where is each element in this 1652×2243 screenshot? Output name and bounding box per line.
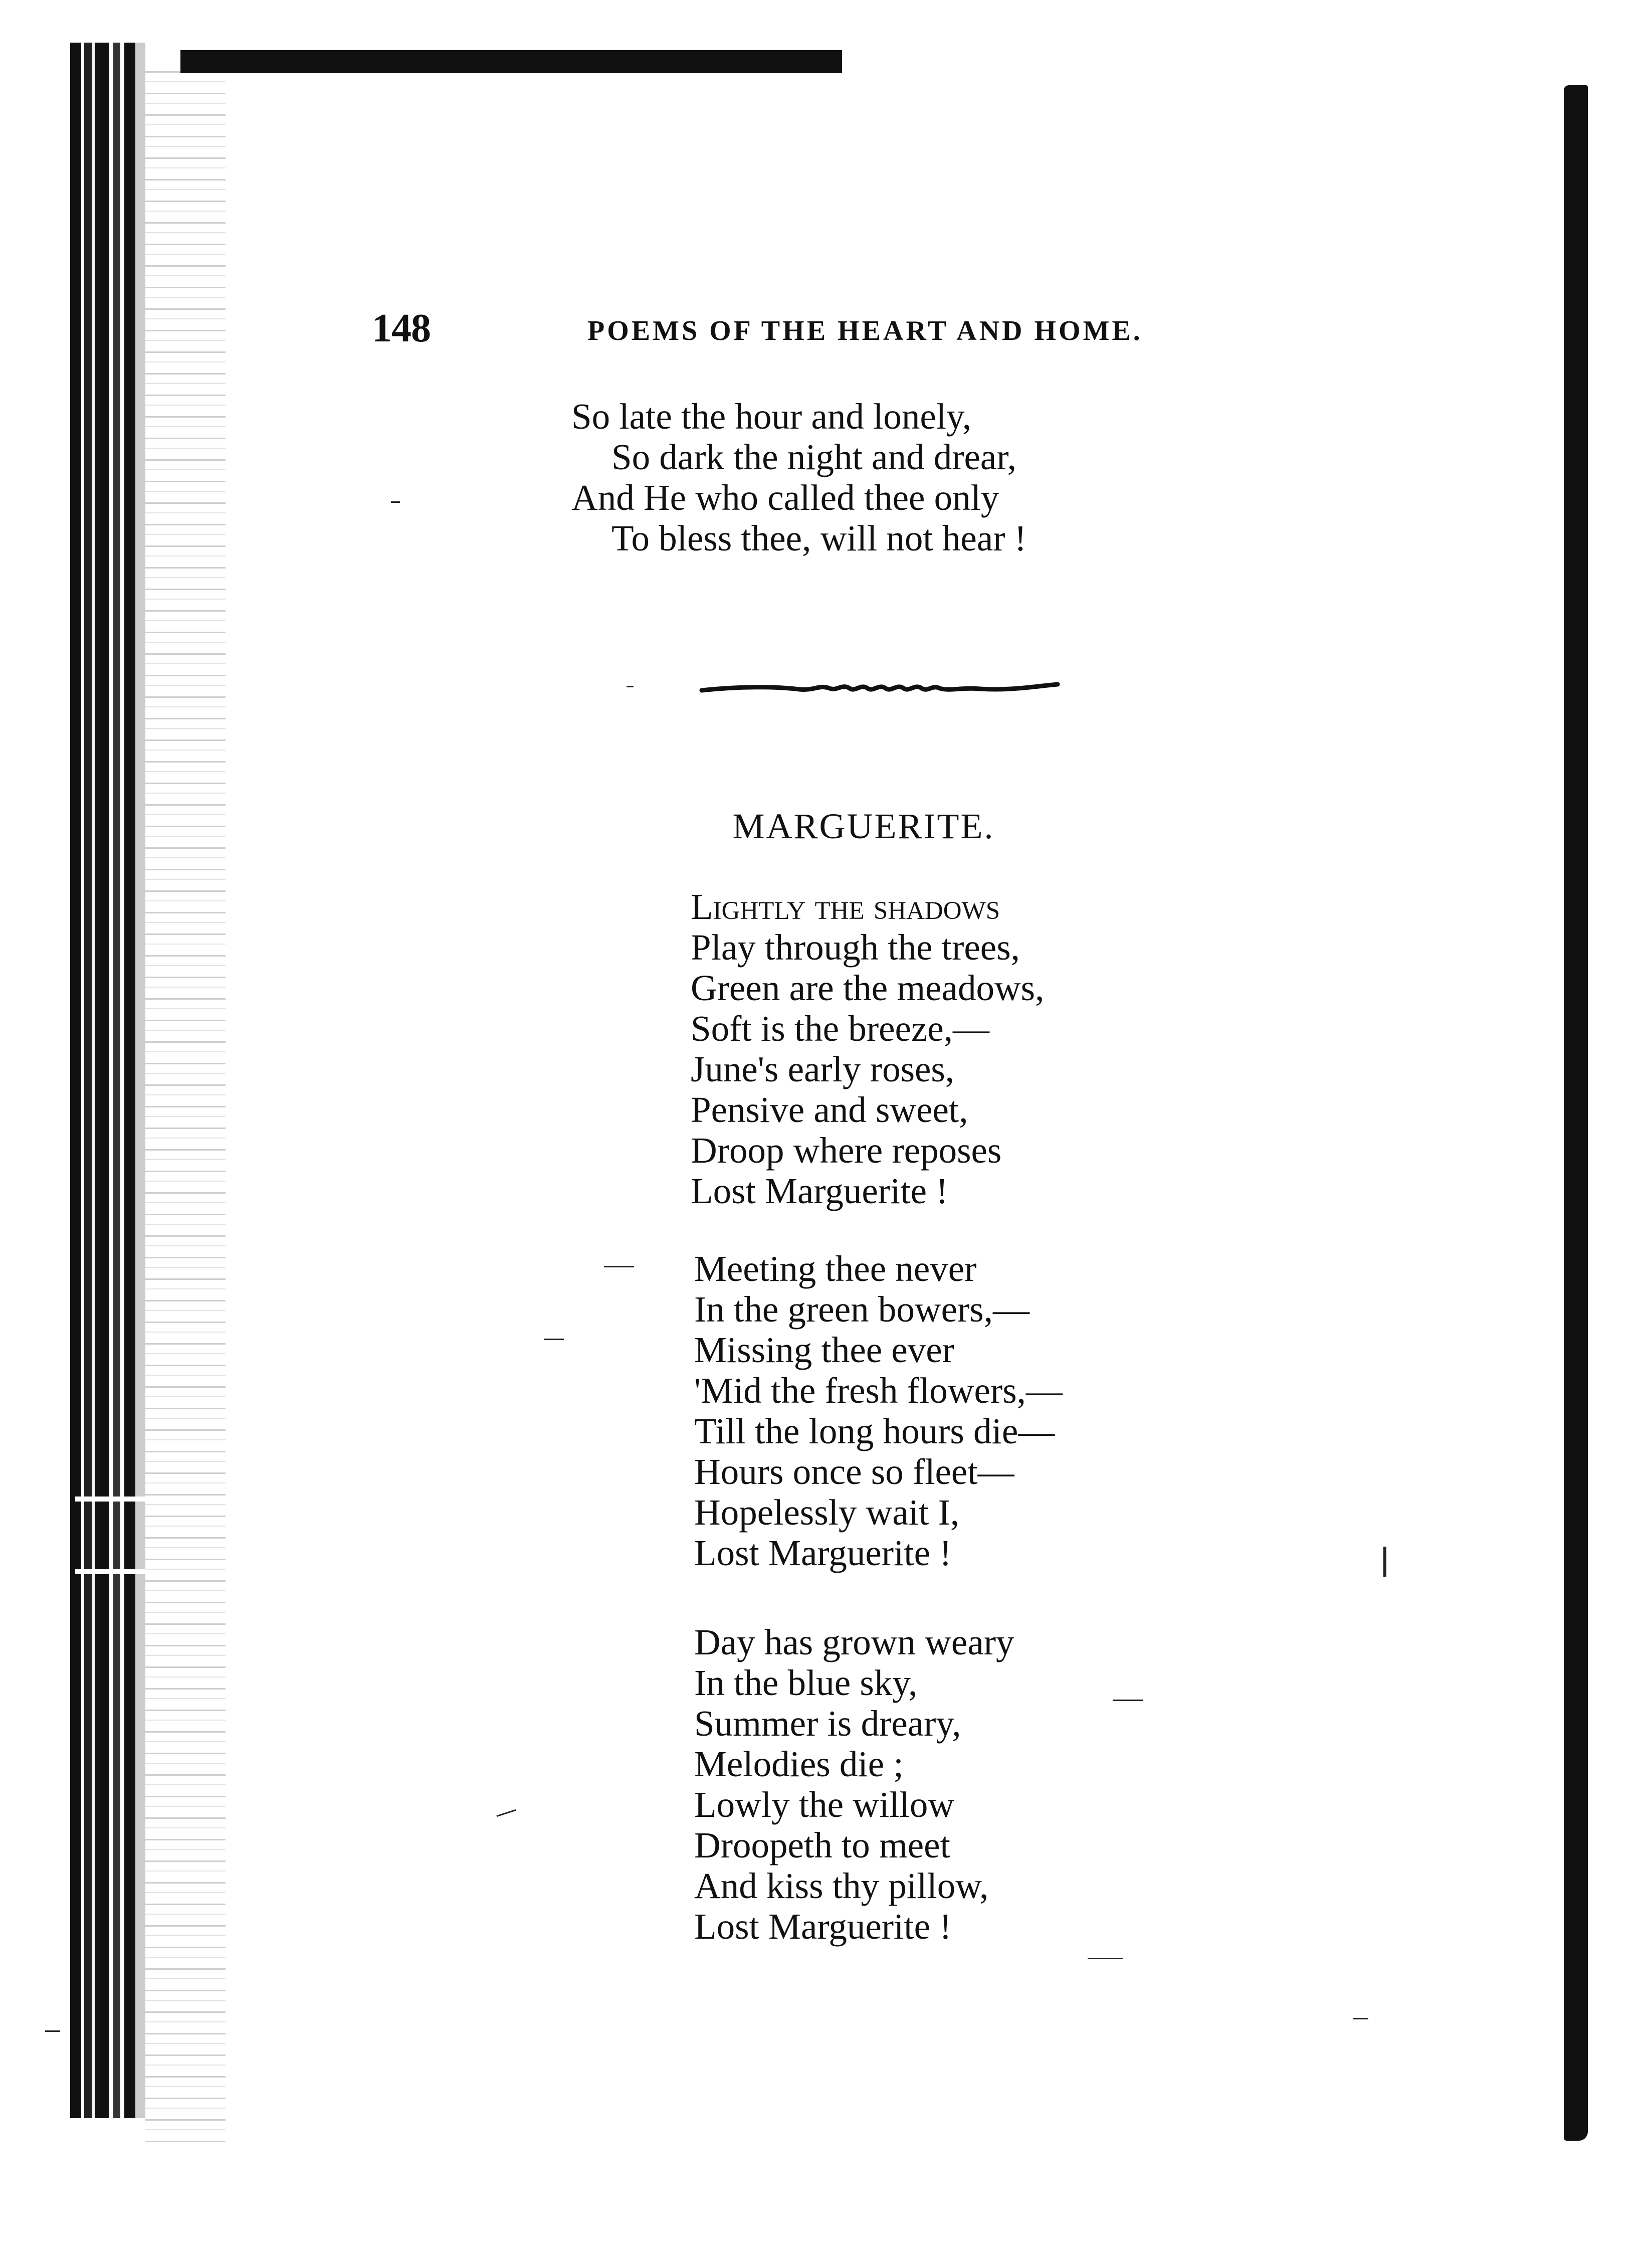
verse-line: Missing thee ever <box>694 1330 954 1370</box>
verse-line: Lightly the shadows <box>691 886 1000 927</box>
scan-speck <box>497 1809 516 1817</box>
verse-line: And He who called thee only <box>571 477 999 518</box>
scan-binding-shadow <box>70 43 145 2118</box>
poem-title: MARGUERITE. <box>732 806 995 846</box>
page-number: 148 <box>372 306 431 350</box>
poem-stanza-1 <box>691 886 1044 1211</box>
previous-poem-ending <box>571 396 1026 558</box>
scan-speck <box>391 501 400 503</box>
verse-line: June's early roses, <box>691 1049 955 1089</box>
verse-line: So dark the night and drear, <box>611 437 1016 477</box>
verse-line: Summer is dreary, <box>694 1703 961 1744</box>
poem-stanza-2 <box>694 1248 1063 1573</box>
running-head: POEMS OF THE HEART AND HOME. <box>587 315 1143 346</box>
poem-stanza-3 <box>694 1622 1014 1947</box>
scan-speck <box>45 2030 60 2032</box>
verse-line: Till the long hours die— <box>694 1411 1055 1451</box>
verse-line: Lost Marguerite ! <box>694 1533 952 1573</box>
verse-line: Pensive and sweet, <box>691 1089 968 1130</box>
verse-line: Hopelessly wait I, <box>694 1492 960 1533</box>
verse-line: Green are the meadows, <box>691 968 1045 1008</box>
verse-line: Hours once so fleet— <box>694 1451 1014 1492</box>
scan-speck <box>544 1339 564 1340</box>
scan-speck <box>1113 1700 1143 1701</box>
verse-line: In the green bowers,— <box>694 1289 1029 1330</box>
verse-line: To bless thee, will not hear ! <box>611 518 1027 558</box>
verse-line: Lowly the willow <box>694 1784 955 1825</box>
verse-line: Soft is the breeze,— <box>691 1008 989 1049</box>
verse-line: Melodies die ; <box>694 1744 904 1784</box>
verse-line: Droop where reposes <box>691 1130 1002 1171</box>
verse-line: In the blue sky, <box>694 1662 918 1703</box>
scan-speck <box>1383 1547 1386 1577</box>
scan-speck <box>627 686 634 687</box>
scan-speck <box>1353 2018 1368 2019</box>
scan-binding-gap <box>75 1497 145 1502</box>
verse-line: So late the hour and lonely, <box>571 396 972 437</box>
verse-line: Play through the trees, <box>691 927 1020 968</box>
verse-line: Day has grown weary <box>694 1622 1014 1662</box>
verse-line: Droopeth to meet <box>694 1825 950 1865</box>
scan-top-edge <box>180 50 842 73</box>
section-divider-ornament <box>699 674 1060 704</box>
scan-speck <box>604 1266 634 1267</box>
scan-binding-gap <box>75 1569 145 1574</box>
verse-line: Lost Marguerite ! <box>694 1906 952 1947</box>
verse-line: Meeting thee never <box>694 1248 977 1289</box>
verse-line: 'Mid the fresh flowers,— <box>694 1370 1063 1411</box>
scan-right-edge <box>1564 85 1588 2141</box>
verse-line: Lost Marguerite ! <box>691 1171 948 1211</box>
scan-speck <box>1088 1958 1123 1959</box>
scan-binding-speckle <box>145 70 226 2151</box>
verse-line: And kiss thy pillow, <box>694 1865 989 1906</box>
